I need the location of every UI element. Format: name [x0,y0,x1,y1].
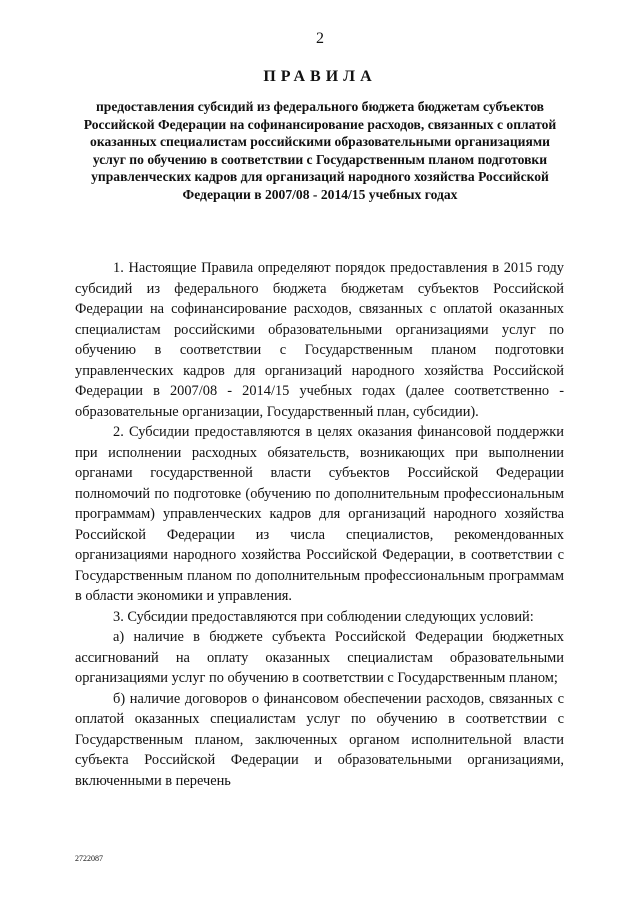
paragraph-3: 3. Субсидии предоставляются при соблюдении следующих условий: [113,608,534,625]
paragraph-2: 2. Субсидии предоставляются в целях оказания финансовой поддержки при исполнении расходных обязательств, возникающих при выполнении органами государственной власти субъектов Российской Федерации полномочий по подготовке (обучению по дополнительным профессиональным программам) управленческих кадров для организаций народного хозяйства Российской Федерации из числа специалистов, рекомендованных организациями народного хозяйства Российской Федерации, в соответствии с Государственным планом по дополнительным профессиональным программам в области экономики и управления. [75,424,564,604]
document-subtitle: предоставления субсидий из федерального бюджета бюджетам субъектов Российской Федерации на софинансирование расходов, связанных с оплатой оказанных специалистам российскими образовательными организациями услуг по обучению в соответствии с Государственным планом подготовки управленческих кадров для организаций народного хозяйства Российской Федерации в 2007/08 - 2014/15 учебных годах [83,99,557,202]
paragraph-1: 1. Настоящие Правила определяют порядок предоставления в 2015 году субсидий из федерального бюджета бюджетам субъектов Российской Федерации на софинансирование расходов, связанных с оплатой оказанных специалистам российскими образовательными организациями услуг по обучению в соответствии с Государственным планом подготовки управленческих кадров для организаций народного хозяйства Российской Федерации в 2007/08 - 2014/15 учебных годах (далее соответственно - образовательные организации, Государственный план, субсидии). [75,260,564,420]
paragraph-3a: а) наличие в бюджете субъекта Российской Федерации бюджетных ассигнований на оплату оказанных специалистам образовательными организациями услуг по обучению в соответствии с Государственным планом; [75,629,564,686]
page-number: 2 [316,30,324,47]
paragraph-3b: б) наличие договоров о финансовом обеспечении расходов, связанных с оплатой оказанных специалистам услуг по обучению в соответствии с Государственным планом, заключенных органом исполнительной власти субъекта Российской Федерации и образовательными организациями, включенными в перечень [75,690,564,789]
document-body [75,258,564,791]
document-code: 2722087 [75,854,103,863]
document-title: ПРАВИЛА [263,68,377,85]
